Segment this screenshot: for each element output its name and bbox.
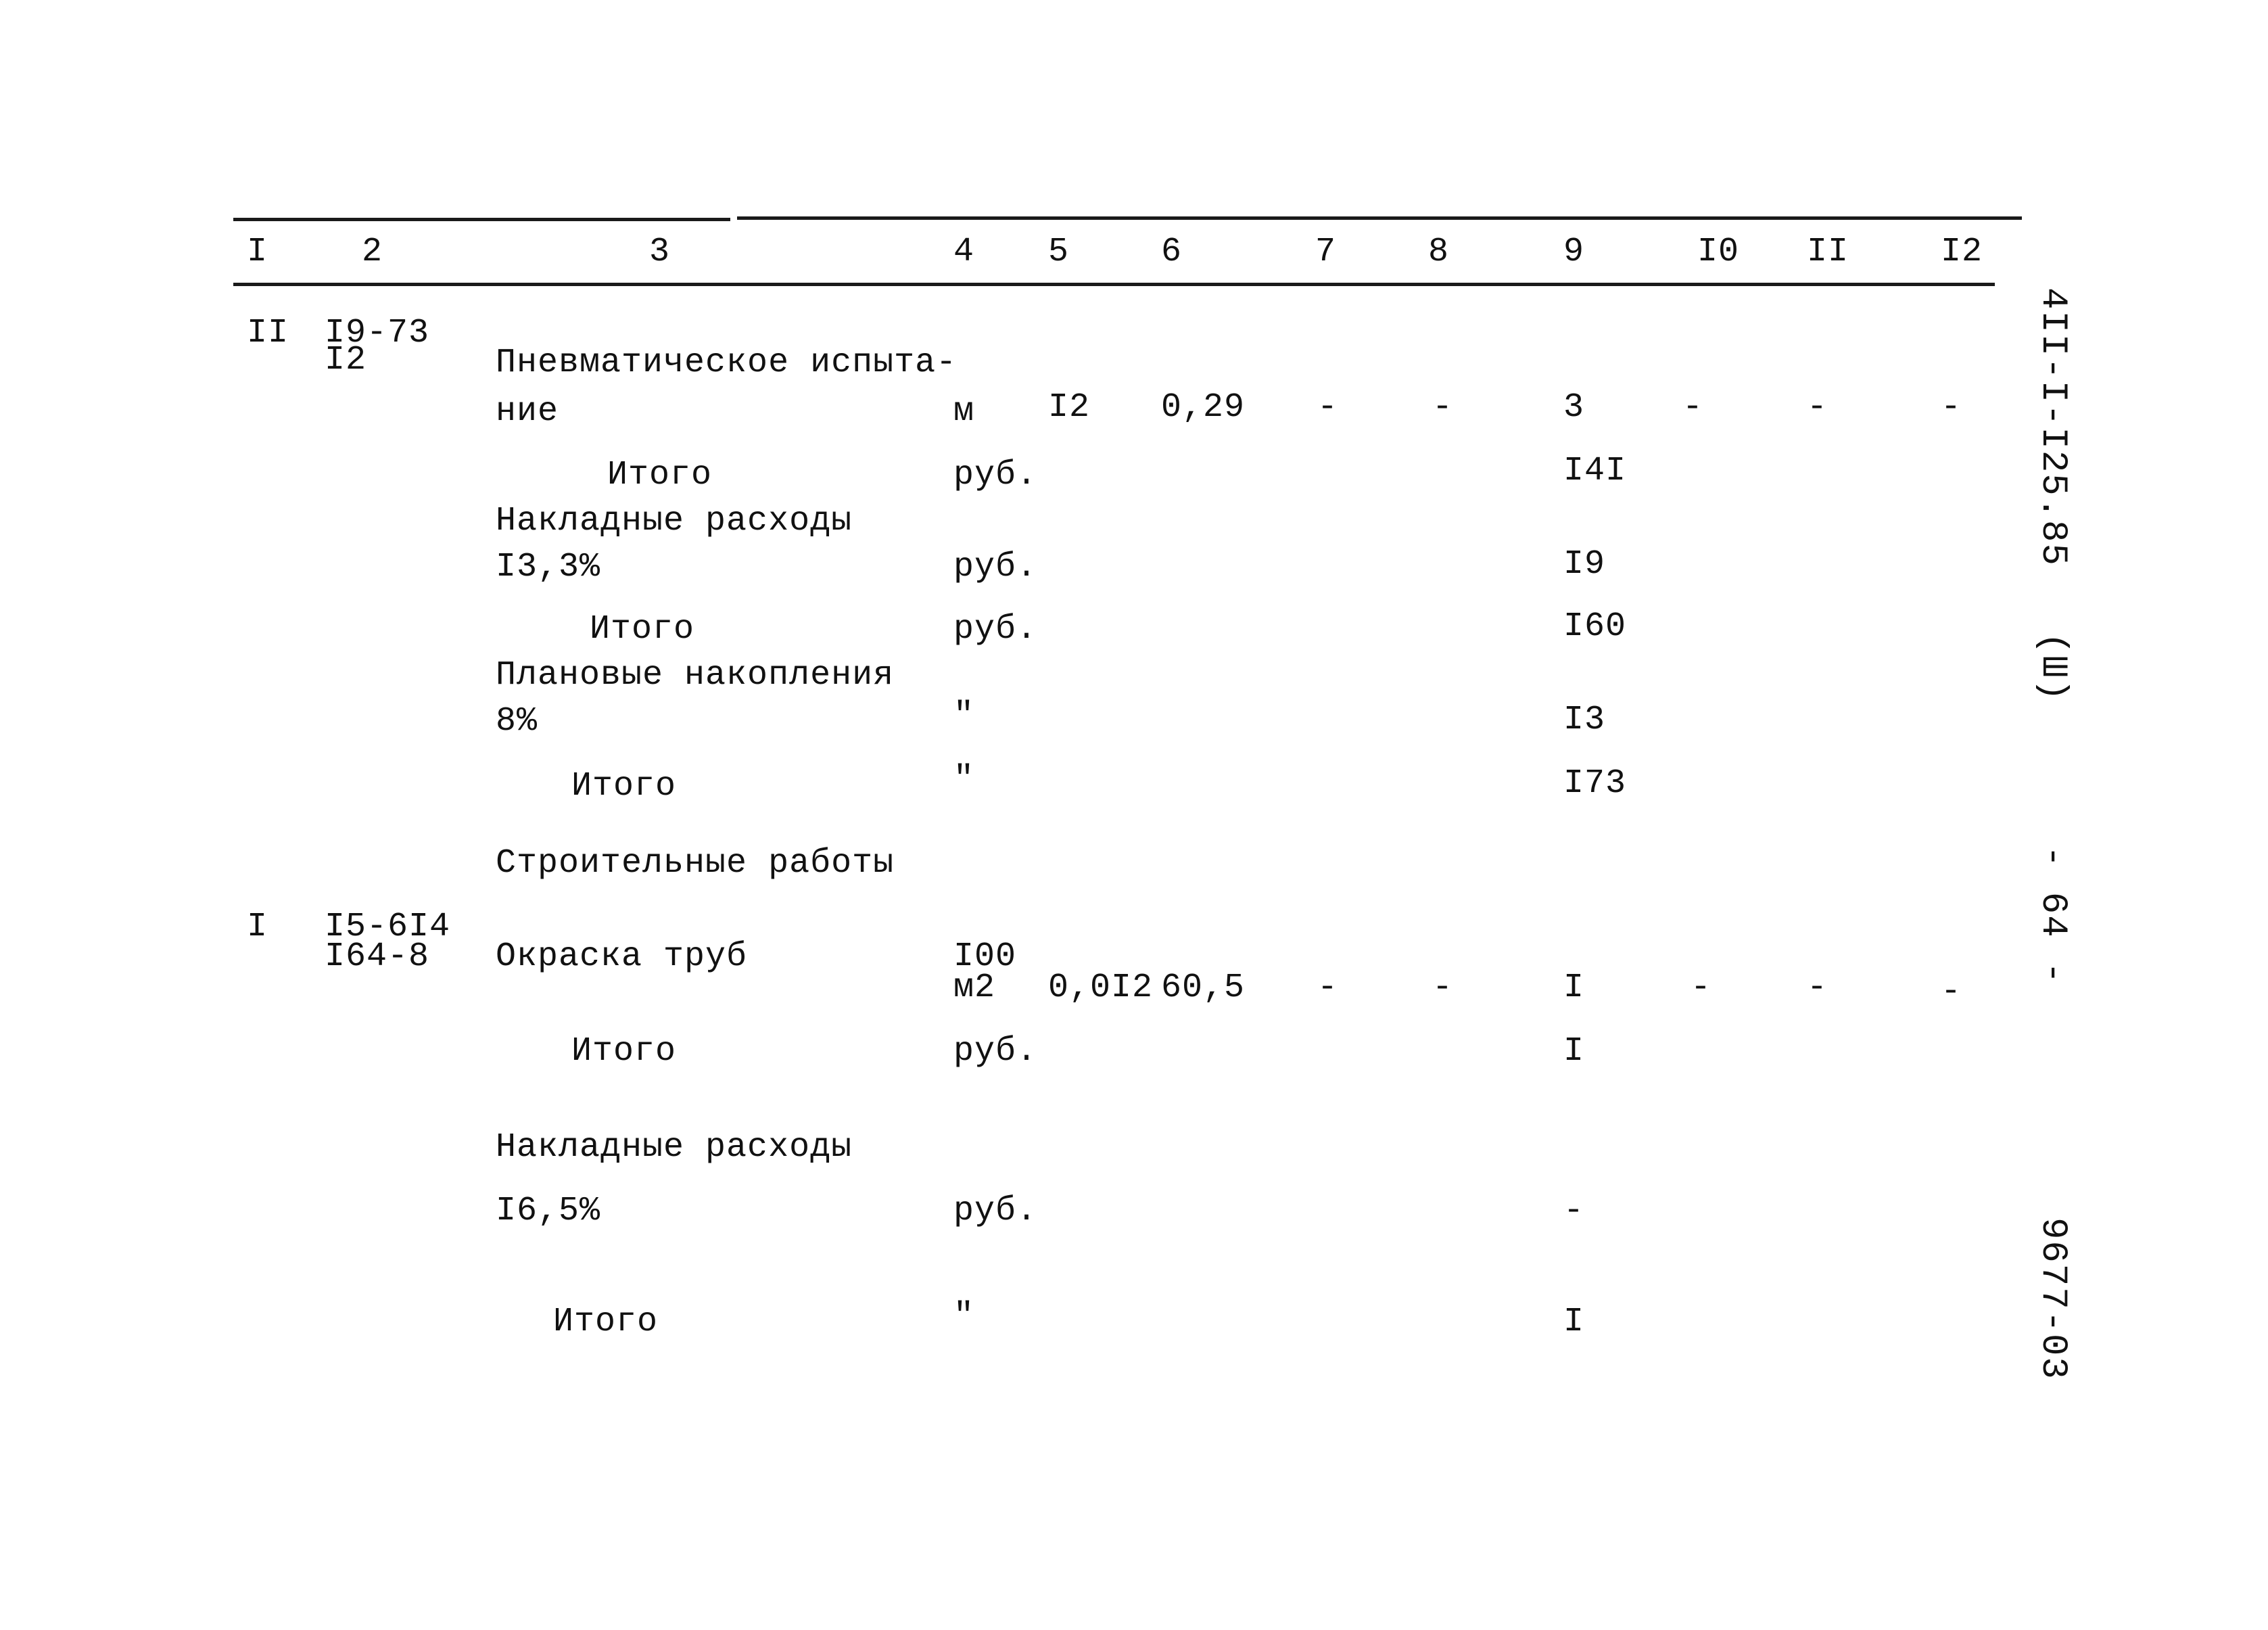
- row-col11: -: [1807, 388, 1828, 427]
- row-col7: -: [1317, 969, 1339, 1007]
- subtotal-label: Итого: [571, 767, 677, 806]
- row-name: Пневматическое испыта-: [496, 344, 958, 382]
- row-unit: м: [953, 392, 975, 431]
- overhead-rate: I3,3%: [496, 548, 601, 586]
- col-header-6: 6: [1161, 233, 1183, 271]
- col-header-5: 5: [1048, 233, 1070, 271]
- row-section-number: II: [247, 314, 289, 352]
- col-header-3: 3: [649, 233, 671, 271]
- row-code-secondary: I2: [325, 341, 367, 379]
- header-top-rule-right: [737, 216, 2022, 220]
- row-col9: 3: [1563, 388, 1585, 427]
- section-heading: Строительные работы: [496, 844, 895, 883]
- overhead-label: Накладные расходы: [496, 502, 853, 540]
- col-header-11: II: [1807, 233, 1849, 271]
- subtotal-label: Итого: [607, 456, 713, 494]
- savings-rate: 8%: [496, 702, 538, 741]
- subtotal-unit: ": [953, 1297, 975, 1336]
- overhead-unit: руб.: [953, 548, 1038, 586]
- archive-number: 9677-03: [2032, 1217, 2073, 1380]
- row-name-cont: ние: [496, 392, 559, 431]
- row-unit: I00: [953, 937, 1017, 976]
- header-top-rule-left: [233, 218, 730, 221]
- row-code: I9-73: [325, 314, 430, 352]
- row-code: I5-6I4: [325, 908, 451, 946]
- overhead-rate: I6,5%: [496, 1192, 601, 1230]
- header-bottom-rule: [233, 283, 1995, 286]
- row-col6: 0,29: [1161, 388, 1246, 427]
- subtotal-value: I60: [1563, 607, 1627, 646]
- row-col12: -: [1941, 388, 1962, 427]
- savings-unit: ": [953, 697, 975, 735]
- row-col7: -: [1317, 388, 1339, 427]
- col-header-10: I0: [1697, 233, 1740, 271]
- col-header-2: 2: [362, 233, 383, 271]
- volume-mark: (Ш): [2032, 632, 2073, 703]
- row-col10: -: [1691, 969, 1712, 1007]
- row-col12: -: [1941, 973, 1962, 1011]
- savings-label: Плановые накопления: [496, 656, 895, 695]
- row-col5: I2: [1048, 388, 1091, 427]
- savings-value: I3: [1563, 701, 1606, 739]
- row-col8: -: [1432, 388, 1454, 427]
- row-name: Окраска труб: [496, 937, 748, 976]
- overhead-value: -: [1563, 1192, 1585, 1230]
- col-header-8: 8: [1428, 233, 1450, 271]
- row-col8: -: [1432, 969, 1454, 1007]
- col-header-1: I: [247, 233, 268, 271]
- row-col9: I: [1563, 969, 1585, 1007]
- col-header-9: 9: [1563, 233, 1585, 271]
- doc-code: 4II-I-I25.85: [2032, 287, 2073, 567]
- subtotal-unit: ": [953, 760, 975, 799]
- overhead-unit: руб.: [953, 1192, 1038, 1230]
- subtotal-label: Итого: [553, 1303, 659, 1341]
- row-col6: 60,5: [1161, 969, 1246, 1007]
- subtotal-value: I4I: [1563, 452, 1627, 490]
- col-header-4: 4: [953, 233, 975, 271]
- col-header-12: I2: [1941, 233, 1983, 271]
- row-code-secondary: I64-8: [325, 937, 430, 976]
- subtotal-unit: руб.: [953, 1032, 1038, 1071]
- subtotal-unit: руб.: [953, 610, 1038, 649]
- overhead-value: I9: [1563, 545, 1606, 584]
- row-col5: 0,0I2: [1048, 969, 1154, 1007]
- subtotal-value: I: [1563, 1032, 1585, 1071]
- subtotal-label: Итого: [590, 610, 695, 649]
- col-header-7: 7: [1315, 233, 1337, 271]
- row-col10: -: [1682, 388, 1704, 427]
- subtotal-value: I73: [1563, 764, 1627, 803]
- subtotal-label: Итого: [571, 1032, 677, 1071]
- page-number: - 64 -: [2032, 845, 2073, 985]
- subtotal-unit: руб.: [953, 456, 1038, 494]
- overhead-label: Накладные расходы: [496, 1128, 853, 1167]
- row-section-number: I: [247, 908, 268, 946]
- row-unit-secondary: м2: [953, 969, 996, 1007]
- subtotal-value: I: [1563, 1303, 1585, 1341]
- row-col11: -: [1807, 969, 1828, 1007]
